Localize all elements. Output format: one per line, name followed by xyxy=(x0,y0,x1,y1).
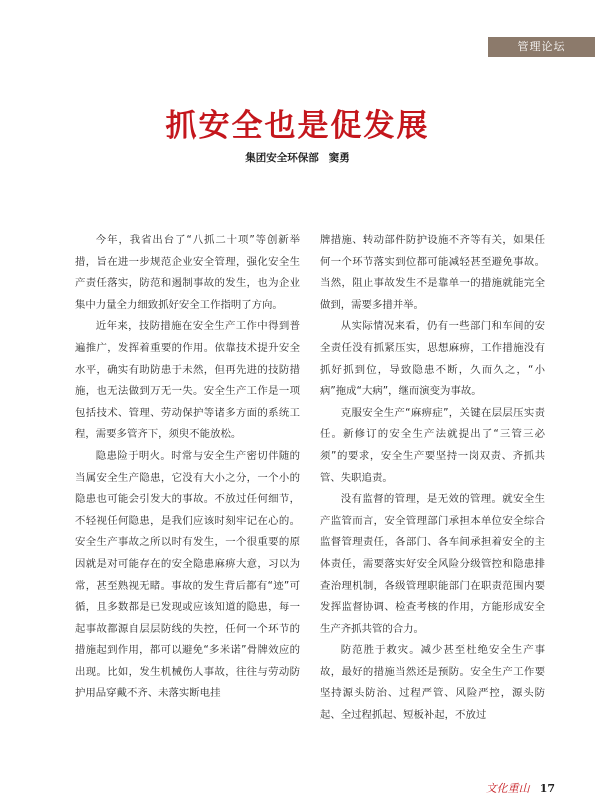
magazine-logo: 文化重山 xyxy=(485,782,530,795)
paragraph: 没有监督的管理，是无效的管理。就安全生产监管而言，安全管理部门承担本单位安全综合监督管理责任，各部门、各车间承担着安全的主体责任，需要落实好安全风险分级管控和隐患排查治理机制，各级管理职能部门在职责范围内要发挥监督协调、检查考核的作用，方能形成安全生产齐抓共管的合力。 xyxy=(320,493,545,635)
paragraph: 从实际情况来看，仍有一些部门和车间的安全责任没有抓紧压实，思想麻痹，工作措施没有抓好抓到位，导致隐患不断，久而久之，“小病”拖成“大病”，继而演变为事故。 xyxy=(320,320,545,398)
page-number: 17 xyxy=(539,781,555,795)
paragraph: 克服安全生产“麻痹症”，关键在层层压实责任。新修订的安全生产法就提出了“三管三必须”的要求，安全生产要坚持一岗双责、齐抓共管、失职追责。 xyxy=(320,406,545,484)
paragraph: 今年，我省出台了“八抓二十项”等创新举措，旨在进一步规范企业安全管理，强化安全生产责任落实，防范和遏制事故的发生，也为企业集中力量全力细致抓好安全工作指明了方向。 xyxy=(75,234,300,311)
paragraph: 近年来，技防措施在安全生产工作中得到普遍推广，发挥着重要的作用。依靠技术提升安全水平，确实有助防患于未然，但再先进的技防措施，也无法做到万无一失。安全生产工作是一项包括技术、管理、劳动保护等诸多方面的系统工程，需要多管齐下，须臾不能放松。 xyxy=(75,320,300,441)
paragraph: 防范胜于救灾。减少甚至杜绝安全生产事故，最好的措施当然还是预防。安全生产工作要坚持源头防治、过程严管、风险严控，源头防起、全过程抓起、短板补起，不放过 xyxy=(320,644,545,722)
column-tag: 管理论坛 xyxy=(488,37,595,57)
byline-org: 集团安全环保部 xyxy=(245,152,319,164)
byline-author: 窦勇 xyxy=(328,152,350,164)
byline xyxy=(0,150,595,165)
paragraph: 隐患险于明火。时常与安全生产密切伴随的当属安全生产隐患，它没有大小之分，一个小的隐患也可能会引发大的事故。不放过任何细节，不轻视任何隐患，是我们应该时刻牢记在心的。安全生产事故之所以时有发生，一个很重要的原因就是对可能存在的安全隐患麻痹大意，习以为常，甚至熟视无睹。事故的发生背后都有“迹”可循，且多数都是已发现或应该知道的隐患，每一起事故都源自层层防线的失控，任何一个环节的措施起到作用，都可以避免“多米诺”骨牌效应的出现。比如，发生机械伤人事故，往往与劳动防护用品穿戴不齐、未落实断电挂 xyxy=(75,449,300,700)
page-footer xyxy=(486,780,555,796)
left-column xyxy=(75,230,300,705)
paragraph-continued: 牌措施、转动部件防护设施不齐等有关，如果任何一个环节落实到位都可能减轻甚至避免事故。当然，阻止事故发生不是靠单一的措施就能完全做到，需要多措并举。 xyxy=(320,234,545,311)
right-column xyxy=(320,230,545,727)
article-title: 抓安全也是促发展 xyxy=(165,108,430,144)
